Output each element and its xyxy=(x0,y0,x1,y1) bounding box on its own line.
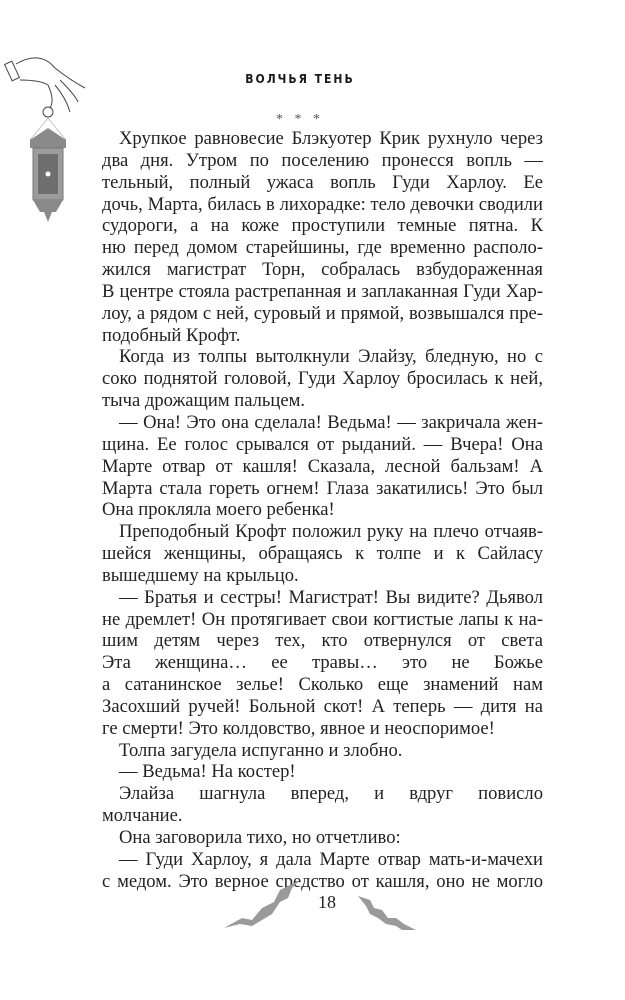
text-line: судороги, а на коже проступили темные пятна. К xyxy=(102,215,543,237)
text-line: тыча дрожащим пальцем. xyxy=(102,390,305,412)
section-break: * * * xyxy=(276,112,324,127)
text-line: соко поднятой головой, Гуди Харлоу бросилась к ней, xyxy=(102,368,543,390)
text-line: подобный Крофт. xyxy=(102,324,241,346)
text-line: Элайза шагнула вперед, и вдруг повисло xyxy=(119,783,543,805)
hand-icon xyxy=(5,58,85,117)
text-line: шейся женщины, обращаясь к толпе и к Сайласу xyxy=(102,543,543,565)
text-line: лоу, а рядом с ней, суровый и прямой, возвышался пре- xyxy=(102,302,543,324)
page-number: 18 xyxy=(318,892,336,912)
text-line: не дремлет! Он протягивает свои когтистые лапы к на- xyxy=(102,608,543,630)
text-line: Она прокляла моего ребенка! xyxy=(102,499,335,521)
text-line: Эта женщина… ее травы… это не Божье xyxy=(102,652,543,674)
text-line: Она заговорила тихо, но отчетливо: xyxy=(119,827,401,848)
text-line: — Гуди Харлоу, я дала Марте отвар мать-и-мачехи xyxy=(119,848,543,870)
text-line: Преподобный Крофт положил руку на плечо отчаяв- xyxy=(119,521,543,543)
text-line: два дня. Утром по поселению пронесся вопль — xyxy=(102,149,543,171)
text-line: с медом. Это верное средство от кашля, оно не могло xyxy=(102,870,543,892)
text-line: Когда из толпы вытолкнули Элайзу, бледную, но с xyxy=(119,346,543,368)
text-line: Марте отвар от кашля! Сказала, лесной бальзам! А xyxy=(102,455,543,477)
text-line: вышедшему на крыльцо. xyxy=(102,564,299,586)
bat-left-icon xyxy=(222,880,302,930)
text-line: Засохший ручей! Больной скот! А теперь — дитя на xyxy=(102,695,543,717)
text-line: жился магистрат Торн, собралась взбудораженная xyxy=(102,259,543,281)
lantern-icon xyxy=(30,118,66,222)
text-line: Толпа загудела испуганно и злобно. xyxy=(119,739,403,761)
text-line: шим детям через тех, кто отвернулся от света xyxy=(102,630,543,652)
hand-holding-lantern-illustration xyxy=(0,40,100,230)
text-line: дочь, Марта, билась в лихорадке: тело девочки сводили xyxy=(102,193,543,215)
text-line: а сатанинское зелье! Сколько еще знамений нам xyxy=(102,674,543,696)
text-line: Хрупкое равновесие Блэкуотер Крик рухнуло через xyxy=(119,128,543,149)
text-line: В центре стояла растрепанная и заплаканная Гуди Хар- xyxy=(102,280,543,302)
text-line: тельный, полный ужаса вопль Гуди Харлоу. Ее xyxy=(102,171,543,193)
text-line: молчание. xyxy=(102,805,183,827)
running-title: ВОЛЧЬЯ ТЕНЬ xyxy=(245,72,355,86)
text-line: Марта стала гореть огнем! Глаза закатились! Это был xyxy=(102,477,543,499)
text-line: ню перед домом старейшины, где временно располо- xyxy=(102,237,543,259)
text-line: щина. Ее голос срывался от рыданий. — Вчера! Она xyxy=(102,433,543,455)
text-line: — Она! Это она сделала! Ведьма! — закричала жен- xyxy=(119,411,543,433)
body-text xyxy=(102,128,543,893)
text-line: — Ведьма! На костер! xyxy=(119,761,296,783)
text-line: ге смерти! Это колдовство, явное и неоспоримое! xyxy=(102,717,495,739)
bat-right-icon xyxy=(358,896,418,932)
text-line: — Братья и сестры! Магистрат! Вы видите? Дьявол xyxy=(119,586,543,608)
